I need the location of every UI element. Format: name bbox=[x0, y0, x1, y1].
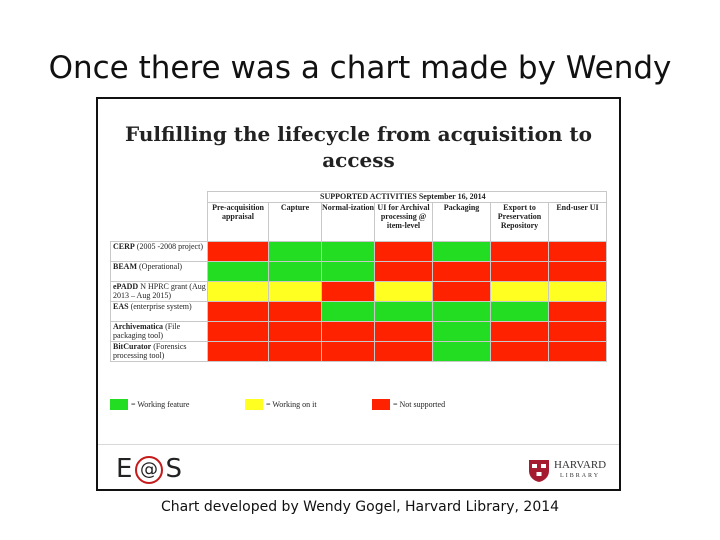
status-cell-yellow bbox=[375, 282, 433, 302]
status-cell-green bbox=[491, 302, 549, 322]
legend-swatch-red bbox=[372, 399, 390, 410]
status-cell-red bbox=[208, 322, 269, 342]
table-row bbox=[111, 262, 607, 282]
legend-item bbox=[372, 399, 445, 410]
table-corner bbox=[111, 203, 208, 242]
table-row bbox=[111, 282, 607, 302]
status-cell-red bbox=[549, 342, 607, 362]
status-cell-red bbox=[208, 242, 269, 262]
status-cell-red bbox=[208, 302, 269, 322]
status-cell-green bbox=[269, 242, 322, 262]
status-cell-red bbox=[375, 322, 433, 342]
row-name: CERP bbox=[113, 242, 135, 251]
table-row bbox=[111, 242, 607, 262]
row-detail: (Forensics processing tool) bbox=[113, 342, 187, 360]
eas-logo-s: S bbox=[165, 454, 183, 484]
row-name: BEAM bbox=[113, 262, 137, 271]
supported-activities-header: SUPPORTED ACTIVITIES September 16, 2014 bbox=[208, 192, 607, 203]
eas-logo-at: @ bbox=[135, 456, 163, 484]
row-label bbox=[111, 242, 208, 262]
row-detail: (File packaging tool) bbox=[113, 322, 181, 340]
table-corner bbox=[111, 192, 208, 203]
table-row bbox=[111, 322, 607, 342]
row-label bbox=[111, 282, 208, 302]
column-header: UI for Archival processing @ item-level bbox=[375, 203, 433, 242]
status-cell-green bbox=[433, 322, 491, 342]
status-cell-red bbox=[269, 302, 322, 322]
column-header: Export to Preservation Repository bbox=[491, 203, 549, 242]
harvard-sub: LIBRARY bbox=[560, 473, 601, 479]
slide-title: Once there was a chart made by Wendy bbox=[48, 50, 672, 86]
row-label bbox=[111, 302, 208, 322]
status-cell-red bbox=[375, 242, 433, 262]
status-cell-red bbox=[322, 322, 375, 342]
legend-item bbox=[245, 399, 317, 410]
column-header: Packaging bbox=[433, 203, 491, 242]
status-cell-red bbox=[549, 322, 607, 342]
status-cell-red bbox=[322, 282, 375, 302]
row-detail: (2005 -2008 project) bbox=[136, 242, 203, 251]
status-cell-red bbox=[269, 322, 322, 342]
legend-label: = Working feature bbox=[131, 400, 190, 409]
row-label bbox=[111, 322, 208, 342]
status-cell-red bbox=[491, 262, 549, 282]
status-cell-red bbox=[433, 262, 491, 282]
legend-swatch-green bbox=[110, 399, 128, 410]
harvard-library-logo bbox=[528, 459, 606, 483]
status-cell-green bbox=[433, 242, 491, 262]
status-cell-red bbox=[549, 242, 607, 262]
footer-divider bbox=[98, 444, 619, 445]
row-name: Archivematica bbox=[113, 322, 164, 331]
legend-label: = Not supported bbox=[393, 400, 446, 409]
status-cell-green bbox=[269, 262, 322, 282]
chart-image bbox=[96, 97, 621, 491]
slide-caption: Chart developed by Wendy Gogel, Harvard Library, 2014 bbox=[160, 499, 560, 515]
row-name: ePADD bbox=[113, 282, 139, 291]
status-cell-red bbox=[549, 302, 607, 322]
status-cell-red bbox=[322, 342, 375, 362]
harvard-shield-icon bbox=[528, 459, 550, 483]
table-row bbox=[111, 302, 607, 322]
column-header: Pre-acquisition appraisal bbox=[208, 203, 269, 242]
lifecycle-table bbox=[110, 191, 607, 362]
status-cell-green bbox=[322, 262, 375, 282]
row-label bbox=[111, 342, 208, 362]
eas-logo bbox=[116, 454, 183, 484]
status-cell-green bbox=[375, 302, 433, 322]
legend-swatch-yellow bbox=[245, 399, 263, 410]
row-detail: (enterprise system) bbox=[130, 302, 192, 311]
legend-item bbox=[110, 399, 189, 410]
status-cell-red bbox=[549, 262, 607, 282]
column-header: Normal-ization bbox=[322, 203, 375, 242]
row-label bbox=[111, 262, 208, 282]
status-cell-red bbox=[208, 342, 269, 362]
column-header: End-user UI bbox=[549, 203, 607, 242]
legend bbox=[110, 399, 610, 413]
chart-title: Fulfilling the lifecycle from acquisition to access bbox=[124, 122, 593, 172]
status-cell-yellow bbox=[491, 282, 549, 302]
status-cell-green bbox=[322, 302, 375, 322]
table-row bbox=[111, 342, 607, 362]
status-cell-red bbox=[375, 342, 433, 362]
status-cell-yellow bbox=[208, 282, 269, 302]
status-cell-yellow bbox=[549, 282, 607, 302]
status-cell-red bbox=[433, 282, 491, 302]
status-cell-green bbox=[433, 342, 491, 362]
row-name: BitCurator bbox=[113, 342, 152, 351]
status-cell-green bbox=[322, 242, 375, 262]
status-cell-yellow bbox=[269, 282, 322, 302]
status-cell-red bbox=[491, 242, 549, 262]
status-cell-green bbox=[208, 262, 269, 282]
legend-label: = Working on it bbox=[266, 400, 317, 409]
row-name: EAS bbox=[113, 302, 129, 311]
status-cell-red bbox=[491, 342, 549, 362]
harvard-name: HARVARD bbox=[554, 459, 607, 471]
status-cell-red bbox=[491, 322, 549, 342]
status-cell-green bbox=[433, 302, 491, 322]
status-cell-red bbox=[269, 342, 322, 362]
column-header: Capture bbox=[269, 203, 322, 242]
row-detail: (Operational) bbox=[139, 262, 183, 271]
row-detail: N HPRC grant (Aug 2013 – Aug 2015) bbox=[113, 282, 206, 300]
eas-logo-e: E bbox=[116, 454, 134, 484]
status-cell-red bbox=[375, 262, 433, 282]
